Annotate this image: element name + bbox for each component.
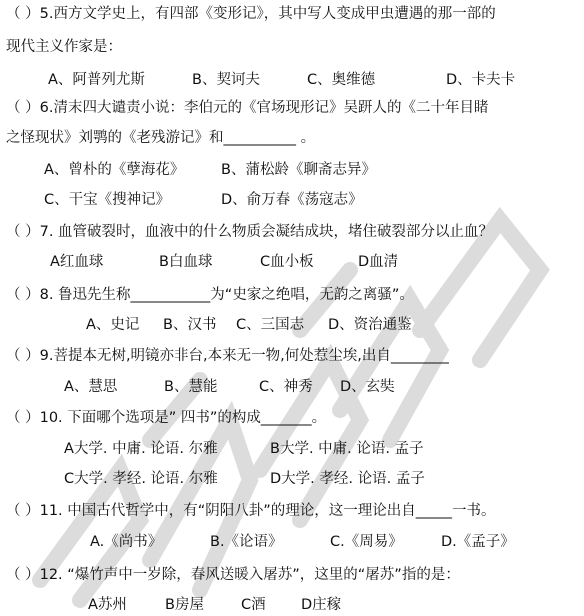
q6-stem-line-1: （ ）6.清末四大谴责小说：李伯元的《官场现形记》吴趼人的《二十年目睹 [6, 100, 489, 116]
q12-stem: （ ）12. “爆竹声中一岁除，春风送暖入屠苏”，这里的“屠苏”指的是： [6, 567, 460, 583]
q8-option-b: B、汉书 [163, 317, 217, 333]
q10-option-b: B大学. 中庸. 论语. 孟子 [270, 441, 424, 457]
q10-option-a: A大学. 中庸. 论语. 尔雅 [64, 441, 218, 457]
q6-option-a: A、曾朴的《孽海花》 [44, 162, 185, 178]
q11-stem: （ ）11. 中国古代哲学中，有“阴阳八卦”的理论，这一理论出自_____一书。 [6, 503, 496, 519]
q5-option-a: A、阿普列尤斯 [48, 72, 145, 88]
q9-option-b: B、慧能 [164, 379, 218, 395]
q5-option-c: C、奥维德 [307, 72, 376, 88]
q9-stem: （ ）9.菩提本无树,明镜亦非台,本来无一物,何处惹尘埃,出自________ [6, 348, 449, 364]
q6-stem-line-2: 之怪现状》刘鹗的《老残游记》和__________ 。 [6, 130, 316, 146]
q8-option-d: D、资治通鉴 [328, 317, 412, 333]
q5-option-d: D、卡夫卡 [446, 72, 516, 88]
q8-stem: （ ）8. 鲁迅先生称___________为“史家之绝唱，无韵之离骚”。 [6, 287, 414, 303]
q5-stem-line-2: 现代主义作家是： [6, 39, 122, 55]
q10-option-d: D大学. 孝经. 论语. 孟子 [270, 471, 425, 487]
q12-option-d: D庄稼 [301, 597, 342, 613]
q5-option-b: B、契诃夫 [192, 72, 260, 88]
q11-option-c: C.《周易》 [330, 534, 403, 550]
q9-option-c: C、神秀 [259, 379, 313, 395]
q8-option-a: A、史记 [86, 317, 140, 333]
q6-option-d: D、俞万春《荡寇志》 [221, 192, 363, 208]
q12-option-a: A苏州 [88, 597, 127, 613]
q7-option-c: C血小板 [260, 254, 314, 270]
q11-option-b: B.《论语》 [210, 534, 283, 550]
q5-stem-line-1: （ ）5.西方文学史上，有四部《变形记》，其中写人变成甲虫遭遇的那一部的 [6, 6, 496, 22]
q11-option-d: D.《孟子》 [441, 534, 515, 550]
q12-option-c: C酒 [241, 597, 266, 613]
q7-stem: （ ）7. 血管破裂时，血液中的什么物质会凝结成块，堵住破裂部分以止血？ [6, 224, 494, 240]
q9-option-a: A、慧思 [64, 379, 118, 395]
q7-option-a: A红血球 [50, 254, 104, 270]
q8-option-c: C、三国志 [236, 317, 305, 333]
q7-option-b: B白血球 [159, 254, 213, 270]
q9-option-d: D、玄奘 [340, 379, 395, 395]
q12-option-b: B房屋 [165, 597, 204, 613]
q10-option-c: C大学. 孝经. 论语. 尔雅 [64, 471, 218, 487]
q7-option-d: D血清 [358, 254, 399, 270]
q10-stem: （ ）10. 下面哪个选项是” 四书”的构成_______。 [6, 410, 327, 426]
q11-option-a: A.《尚书》 [90, 534, 163, 550]
q6-option-b: B、蒲松龄《聊斋志异》 [221, 162, 376, 178]
q6-option-c: C、干宝《搜神记》 [44, 192, 171, 208]
